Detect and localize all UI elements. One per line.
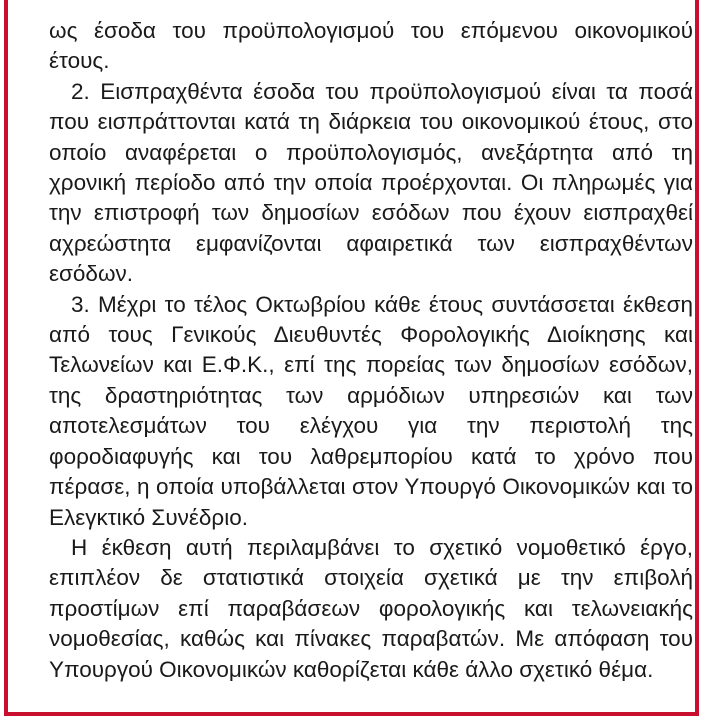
document-frame	[4, 0, 699, 716]
paragraph-3: 3. Μέχρι το τέλος Οκτωβρίου κάθε έτους συντάσσεται έκθεση από τους Γενικούς Διευθυντές Φορολογικής Διοίκησης και Τελωνείων και Ε.Φ.Κ., επί της πορείας των δημοσίων εσόδων, της δραστηριότητας των αρμόδιων υπηρεσιών και των αποτελεσμάτων του ελέγχου για την περιστολή της φοροδιαφυγής και του λαθρεμπορίου κατά το χρόνο που πέρασε, η οποία υποβάλλεται στον Υπουργό Οικονομικών και το Ελεγκτικό Συνέδριο.	[49, 291, 693, 530]
paragraph-report-contents: Η έκθεση αυτή περιλαμβάνει το σχετικό νομοθετικό έργο, επιπλέον δε στατιστικά στοιχεία σχετικά με την επιβολή προστίμων επί παραβάσεων φορολογικής και τελωνειακής νομοθεσίας, καθώς και πίνακες παραβατών. Με απόφαση του Υπουργού Οικονομικών καθορίζεται κάθε άλλο σχετικό θέμα.	[49, 534, 693, 682]
paragraph-2: 2. Εισπραχθέντα έσοδα του προϋπολογισμού είναι τα ποσά που εισπράττονται κατά τη διάρκεια του οικονομικού έτους, στο οποίο αναφέρεται ο προϋπολογισμός, ανεξάρτητα από τη χρονική περίοδο από την οποία προέρχονται. Οι πληρωμές για την επιστροφή των δημοσίων εσόδων που έχουν εισπραχθεί αχρεώστητα εμφανίζονται αφαιρετικά των εισπραχθέντων εσόδων.	[49, 78, 693, 287]
paragraph-continuation: ως έσοδα του προϋπολογισμού του επόμενου οικονομικού έτους.	[49, 18, 693, 74]
document-body	[49, 16, 693, 685]
